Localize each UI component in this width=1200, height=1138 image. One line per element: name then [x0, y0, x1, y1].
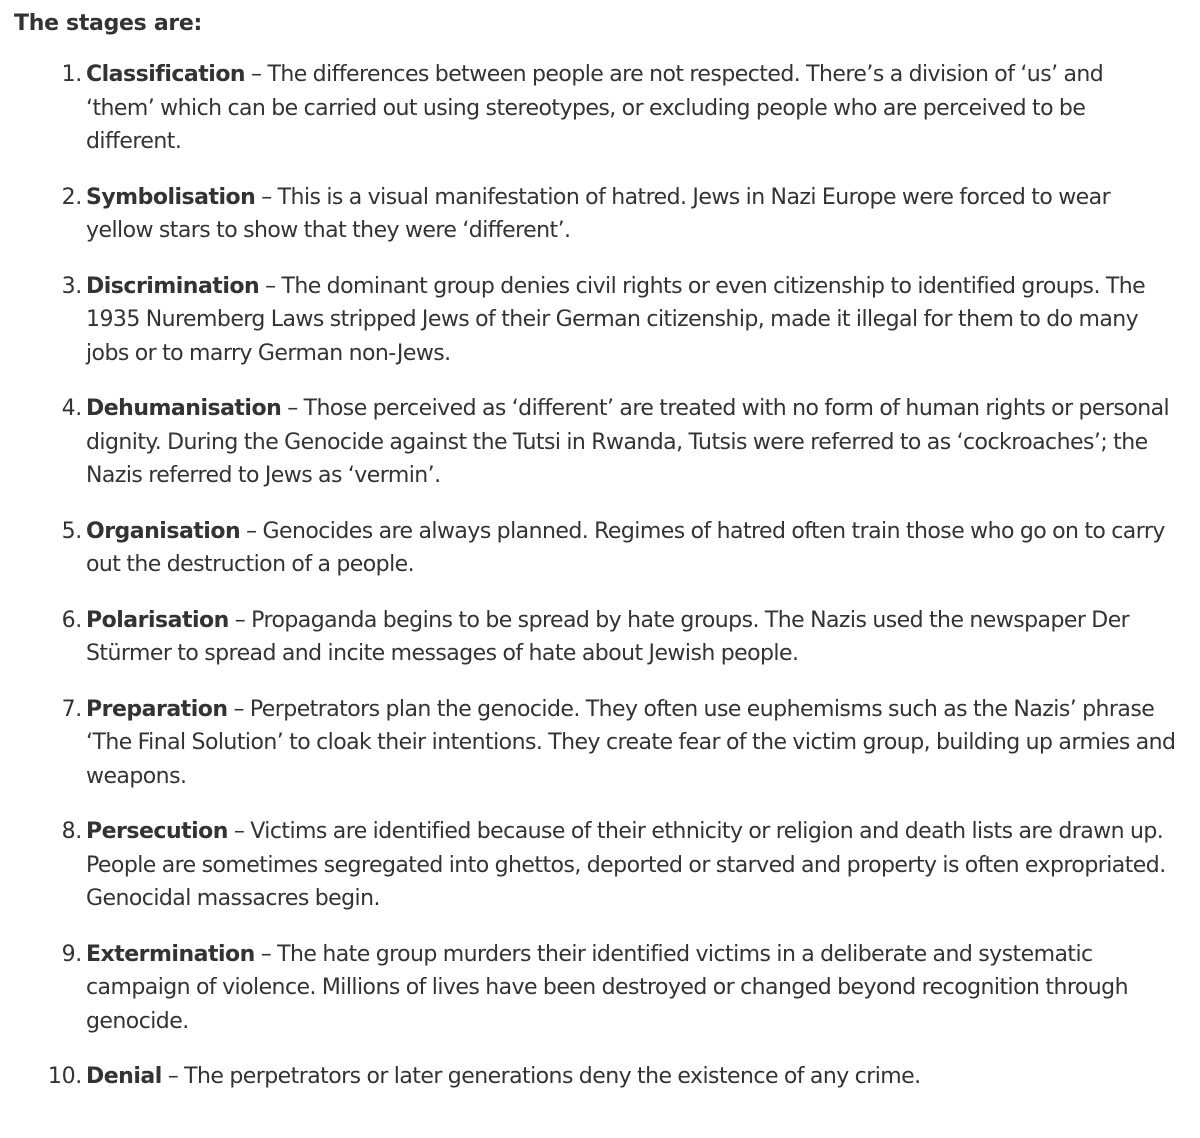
stage-term: Classification [86, 62, 246, 87]
list-item-number: 6. [61, 607, 82, 633]
list-item-number: 9. [61, 941, 82, 967]
list-item [14, 815, 1200, 916]
list-item [14, 693, 1200, 794]
list-item-text [86, 58, 1176, 159]
stage-term: Dehumanisation [86, 396, 282, 421]
stage-term: Denial [86, 1064, 162, 1089]
stage-description: – The dominant group denies civil rights or even citizenship to identified groups. The 1935 Nuremberg Laws stripped Jews of their German citizenship, made it illegal for them to do many jobs or to marry German non-Jews. [86, 273, 1146, 366]
stage-description: – Perpetrators plan the genocide. They often use euphemisms such as the Nazis’ phrase ‘The Final Solution’ to cloak their intentions. They create fear of the victim group, building up armies and weapons. [86, 696, 1176, 789]
list-item-number: 7. [61, 696, 82, 722]
stage-term: Polarisation [86, 607, 229, 633]
stages-list [14, 58, 1200, 1094]
list-item-text [86, 693, 1176, 794]
list-item-number: 4. [61, 396, 82, 421]
stage-term: Discrimination [86, 273, 260, 299]
stage-term: Symbolisation [86, 184, 256, 210]
list-item [14, 604, 1200, 671]
list-item-number: 5. [61, 518, 82, 544]
list-item-number: 1. [61, 62, 82, 87]
list-item-text [86, 181, 1176, 248]
list-item [14, 392, 1200, 493]
stage-description: – The hate group murders their identified victims in a deliberate and systematic campaign of violence. Millions of lives have been destroyed or changed beyond recognition through genocide. [86, 941, 1128, 1034]
stage-description: – The perpetrators or later generations deny the existence of any crime. [161, 1064, 921, 1089]
stage-description: – The differences between people are not respected. There’s a division of ‘us’ and ‘them’ which can be carried out using stereotypes, or excluding people who are perceived to be different. [86, 62, 1104, 154]
stage-description: – Those perceived as ‘different’ are treated with no form of human rights or personal dignity. During the Genocide against the Tutsi in Rwanda, Tutsis were referred to as ‘cockroaches’; the Nazis referred to Jews as ‘vermin’. [86, 396, 1170, 488]
stage-term: Extermination [86, 941, 255, 967]
list-item-number: 10. [47, 1064, 82, 1089]
list-item-number: 8. [61, 819, 82, 844]
list-item-number: 3. [61, 273, 82, 299]
stage-description: – Victims are identified because of their ethnicity or religion and death lists are drawn up. People are sometimes segregated into ghettos, deported or starved and property is often expropriated. Genocidal massacres begin. [86, 819, 1166, 911]
list-item-text [86, 604, 1176, 671]
list-item [14, 1060, 1200, 1094]
list-item-text [86, 515, 1176, 582]
stage-description: – Genocides are always planned. Regimes of hatred often train those who go on to carry out the destruction of a people. [86, 518, 1165, 577]
stage-description: – Propaganda begins to be spread by hate groups. The Nazis used the newspaper Der Stürmer to spread and incite messages of hate about Jewish people. [86, 607, 1130, 666]
list-item-number: 2. [61, 184, 82, 210]
stage-term: Persecution [86, 819, 228, 844]
list-item [14, 270, 1200, 371]
list-item-text [86, 392, 1176, 493]
stage-description: – This is a visual manifestation of hatred. Jews in Nazi Europe were forced to wear yellow stars to show that they were ‘different’. [86, 184, 1111, 243]
stage-term: Preparation [86, 696, 228, 722]
section-heading: The stages are: [14, 11, 203, 36]
list-item [14, 181, 1200, 248]
stage-term: Organisation [86, 518, 241, 544]
list-item [14, 515, 1200, 582]
list-item-text [86, 270, 1176, 371]
list-item-text [86, 938, 1176, 1039]
list-item-text [86, 815, 1176, 916]
list-item [14, 58, 1200, 159]
list-item-text [86, 1060, 1176, 1094]
list-item [14, 938, 1200, 1039]
